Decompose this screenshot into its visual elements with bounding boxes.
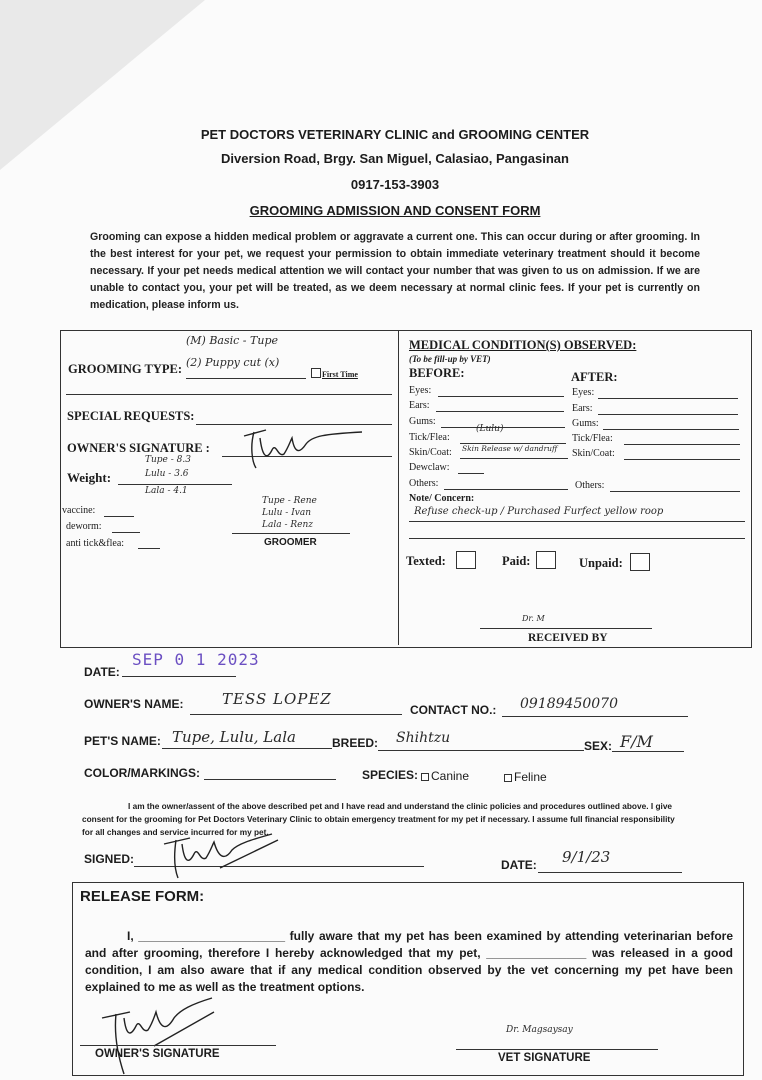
owner-name-line — [190, 714, 402, 715]
release-title: RELEASE FORM: — [80, 888, 205, 905]
after-skincoat: Skin/Coat: — [572, 448, 615, 459]
grooming-type-label: GROOMING TYPE: — [68, 362, 183, 376]
received-signature: Dr. M — [522, 614, 545, 623]
note-label: Note/ Concern: — [409, 493, 475, 504]
before-eyes: Eyes: — [409, 385, 432, 396]
owner-sig-label: OWNER'S SIGNATURE — [95, 1048, 220, 1060]
before-ears: Ears: — [409, 400, 430, 411]
received-line — [480, 628, 652, 629]
signed-date-line — [538, 872, 682, 873]
pet-name-value: Tupe, Lulu, Lala — [172, 728, 296, 746]
grooming-type-line — [186, 378, 306, 379]
first-time-label: First Time — [322, 370, 358, 379]
before-label: BEFORE: — [409, 366, 465, 380]
breed-label: BREED: — [332, 736, 379, 750]
before-others-line — [444, 489, 568, 490]
feline-checkbox[interactable] — [504, 774, 512, 782]
first-time-checkbox[interactable] — [311, 368, 321, 378]
special-requests-label: SPECIAL REQUESTS: — [67, 409, 195, 423]
contact-value: 09189450070 — [520, 696, 618, 712]
groomer-2: Lulu - Ivan — [262, 508, 312, 518]
paid-label: Paid: — [502, 554, 531, 568]
texted-label: Texted: — [406, 554, 446, 568]
after-others: Others: — [575, 480, 605, 491]
before-skincoat-line — [460, 458, 568, 459]
before-dewclaw: Dewclaw: — [409, 462, 450, 473]
sex-label: SEX: — [584, 739, 613, 753]
before-tickflea: Tick/Flea: — [409, 432, 450, 443]
unpaid-label: Unpaid: — [579, 556, 623, 570]
pet-name-line — [162, 748, 332, 749]
after-others-line — [610, 491, 740, 492]
after-eyes-line — [598, 398, 738, 399]
sex-value: F/M — [620, 732, 653, 751]
before-skincoat: Skin/Coat: — [409, 447, 452, 458]
groomer-label: GROOMER — [264, 537, 317, 548]
note-line-1 — [409, 521, 745, 522]
before-gums: Gums: — [409, 416, 436, 427]
skin-note: Skin Release w/ dandruff — [462, 444, 558, 453]
after-ears-line — [598, 414, 738, 415]
deworm-label: deworm: — [66, 521, 102, 532]
pet-name-label: PET'S NAME: — [84, 734, 161, 748]
after-label: AFTER: — [571, 370, 618, 384]
paid-checkbox[interactable] — [536, 551, 556, 569]
folded-corner — [0, 0, 205, 170]
vet-sig-label: VET SIGNATURE — [498, 1052, 591, 1064]
owner-signature-icon — [236, 424, 376, 474]
after-eyes: Eyes: — [572, 387, 595, 398]
owner-sig-line — [80, 1045, 276, 1046]
release-owner-signature-icon — [96, 994, 226, 1076]
canine-checkbox[interactable] — [421, 773, 429, 781]
grooming-extra-line — [66, 394, 392, 395]
date-stamp: SEP 0 1 2023 — [132, 650, 260, 669]
weight-line — [118, 484, 232, 485]
date-line — [122, 676, 236, 677]
before-others: Others: — [409, 478, 439, 489]
contact-label: CONTACT NO.: — [410, 703, 497, 717]
clinic-address: Diversion Road, Brgy. San Miguel, Calasiao, Pangasinan — [221, 151, 569, 166]
date-label: DATE: — [84, 665, 120, 679]
species-label: SPECIES: — [362, 768, 419, 782]
vaccine-label: vaccine: — [62, 505, 96, 516]
after-skincoat-line — [624, 459, 740, 460]
antitick-label: anti tick&flea: — [66, 538, 125, 549]
owner-signature-label: OWNER'S SIGNATURE : — [67, 441, 210, 455]
texted-checkbox[interactable] — [456, 551, 476, 569]
owner-name-value: TESS LOPEZ — [222, 690, 332, 708]
weight-3: Lala - 4.1 — [145, 486, 188, 496]
after-gums: Gums: — [572, 418, 599, 429]
medical-subtitle: (To be fill-up by VET) — [409, 354, 491, 364]
owner-name-label: OWNER'S NAME: — [84, 697, 184, 711]
contact-line — [502, 716, 688, 717]
received-by-label: RECEIVED BY — [528, 632, 608, 644]
unpaid-checkbox[interactable] — [630, 553, 650, 571]
signed-date-label: DATE: — [501, 858, 537, 872]
vaccine-line — [104, 516, 134, 517]
deworm-line — [112, 532, 140, 533]
before-ears-line — [436, 411, 564, 412]
vet-sig-line — [456, 1049, 658, 1050]
antitick-line — [138, 548, 160, 549]
signed-date-value: 9/1/23 — [562, 848, 611, 866]
breed-line — [378, 750, 584, 751]
color-line — [204, 779, 336, 780]
after-gums-line — [603, 429, 739, 430]
grooming-type-line1: (M) Basic - Tupe — [186, 334, 278, 347]
tick-note: (Lulu) — [476, 424, 504, 434]
before-dewclaw-line — [458, 473, 484, 474]
signed-signature-icon — [160, 830, 290, 882]
after-tickflea: Tick/Flea: — [572, 433, 613, 444]
breed-value: Shihtzu — [396, 730, 451, 746]
sex-line — [612, 751, 684, 752]
vet-signature-handwriting: Dr. Magsaysay — [506, 1025, 573, 1035]
weight-1: Tupe - 8.3 — [145, 455, 191, 465]
signed-label: SIGNED: — [84, 852, 135, 866]
feline-label: Feline — [514, 770, 547, 784]
after-tickflea-line — [624, 444, 740, 445]
note-text: Refuse check-up / Purchased Furfect yellow roop — [414, 506, 664, 517]
intro-paragraph: Grooming can expose a hidden medical problem or aggravate a current one. This can occur during or after grooming. In the best interest for your pet, we request your permission to obtain immediate veterinary treatment should it become necessary. If your pet needs medical attention we will contact your number that was given to us on admission. If we are unable to contact you, your pet will be treated, as we deem necessary at normal clinic fees. If your pet is currently on medication, please inform us. — [90, 231, 700, 311]
before-eyes-line — [438, 396, 564, 397]
medical-title: MEDICAL CONDITION(S) OBSERVED: — [409, 338, 637, 352]
groomer-3: Lala - Renz — [262, 520, 313, 530]
groomer-1: Tupe - Rene — [262, 496, 317, 506]
consent-text: I am the owner/assent of the above described pet and I have read and understand the clinic policies and procedures outlined above. I give consent for the grooming for Pet Doctors Veterinary Clinic to obtain emergency treatment for my pet if necessary. I assume full financial responsibility for all changes and service incurred for my pet. — [82, 801, 675, 837]
groomer-line — [232, 533, 350, 534]
weight-label: Weight: — [67, 470, 112, 485]
note-line-2 — [409, 538, 745, 539]
column-divider — [398, 331, 399, 645]
release-text: I, ______________________ fully aware that my pet has been examined by attending veterinarian before and after grooming, therefore I hereby acknowledged that my pet, _______________ was released in a good condition, I am also aware that if any medical condition observed by the vet concerning my pet have been explained to me as well as the treatment options. — [85, 929, 733, 994]
color-label: COLOR/MARKINGS: — [84, 766, 200, 780]
clinic-name: PET DOCTORS VETERINARY CLINIC and GROOMING CENTER — [200, 127, 590, 142]
weight-2: Lulu - 3.6 — [145, 469, 189, 479]
form-title: GROOMING ADMISSION AND CONSENT FORM — [249, 203, 541, 218]
clinic-phone: 0917-153-3903 — [350, 177, 440, 192]
after-ears: Ears: — [572, 403, 593, 414]
canine-label: Canine — [431, 769, 470, 783]
grooming-type-line2: (2) Puppy cut (x) — [186, 356, 280, 369]
